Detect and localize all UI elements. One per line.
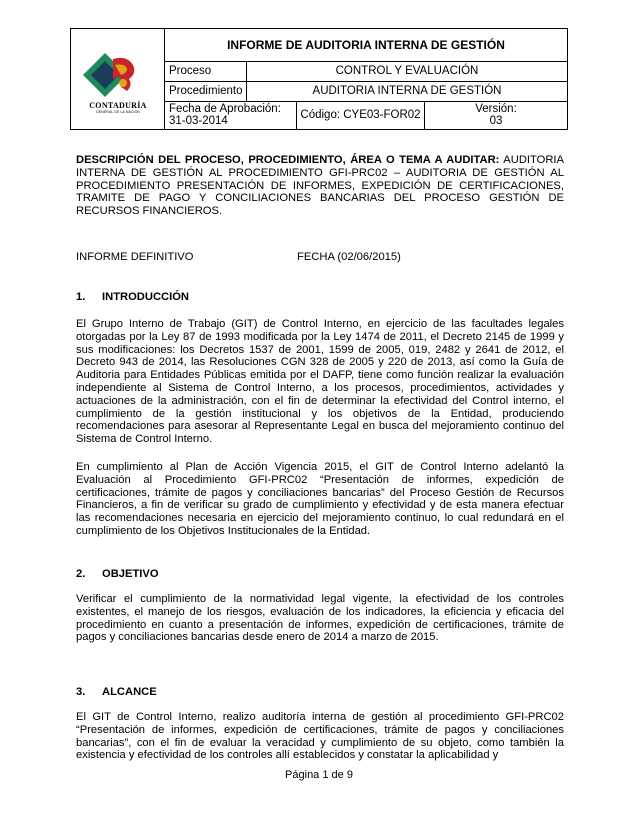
header-row-meta (165, 102, 567, 129)
section-number: 3. (76, 686, 86, 698)
section-heading-alcance (76, 686, 157, 698)
fecha-aprobacion-cell (165, 102, 297, 129)
version-value: 03 (489, 115, 503, 127)
procedimiento-value: AUDITORIA INTERNA DE GESTIÓN (312, 85, 502, 97)
section-heading-objetivo (76, 568, 159, 580)
section-title: INTRODUCCIÓN (102, 291, 190, 303)
proceso-value: CONTROL Y EVALUACIÓN (335, 65, 479, 77)
paragraph-introduccion-2: En cumplimiento al Plan de Acción Vigencia 2015, el GIT de Control Interno adelantó la Evaluación al Procedimiento GFI-PRC02 “Presentación de informes, expedición de certificaciones, trámite de pagos y conciliaciones bancarias” del Proceso Gestión de Recursos Financieros, a fin de verificar su grado de cumplimiento y efectividad y de esta manera efectuar las recomendaciones necesaria en ejercicio del mejoramiento continuo, lo cual redundará en el cumplimiento de los Objetivos Institucionales de la Entidad. (76, 461, 564, 537)
paragraph-alcance: El GIT de Control Interno, realizo auditoría interna de gestión al procedimiento GFI-PRC02 “Presentación de informes, expedición de certificaciones, trámite de pagos y conciliaciones bancarias”, con el fin de evaluar la veracidad y cumplimiento de su objeto, como también la existencia y efectividad de los controles allí establecidos y constatar la aplicabilidad y (76, 711, 564, 762)
section-title: OBJETIVO (102, 568, 159, 580)
description-label: DESCRIPCIÓN DEL PROCESO, PROCEDIMIENTO, ÁREA O TEMA A AUDITAR: (76, 154, 500, 166)
header-row-proceso (165, 62, 567, 82)
paragraph-objetivo: Verificar el cumplimiento de la normatividad legal vigente, la efectividad de los controles existentes, el manejo de los riesgos, evaluación de los indicadores, la eficiencia y eficacia del procedimiento en cuanto a presentación de informes, expedición de certificaciones, trámite de pagos y conciliaciones bancarias desde enero de 2014 a marzo de 2015. (76, 593, 564, 644)
proceso-label: Proceso (165, 62, 247, 81)
header-title: INFORME DE AUDITORIA INTERNA DE GESTIÓN (165, 29, 567, 62)
logo-cell (71, 29, 165, 129)
header-row-procedimiento (165, 82, 567, 102)
section-title: ALCANCE (102, 686, 157, 698)
paragraph-introduccion-1: El Grupo Interno de Trabajo (GIT) de Control Interno, en ejercicio de las facultades legales otorgadas por la Ley 87 de 1993 modificada por la Ley 1474 de 2011, el Decreto 2145 de 1999 y sus modificaciones: los Decretos 1537 de 2001, 1599 de 2005, 019, 2482 y 2641 de 2012, el Decreto 943 de 2014, las Resoluciones CGN 328 de 2005 y 220 de 2013, así como la Guía de Auditoria para Entidades Públicas emitida por el DAFP, tiene como función realizar la evaluación independiente al Sistema de Control Interno, a los procesos, procedimientos, actividades y actuaciones de la administración, con el fin de determinar la efectividad del Control interno, el cumplimiento de la gestión institucional y los objetivos de la Entidad, produciendo recomendaciones para asesorar al Representante Legal en busca del mejoramiento continuo del Sistema de Control Interno. (76, 318, 564, 446)
procedimiento-label: Procedimiento (165, 82, 247, 101)
fecha-aprobacion-value: 31-03-2014 (169, 115, 228, 127)
contaduria-logo-icon (83, 51, 153, 101)
logo-subtitle: GENERAL DE LA NACIÓN (95, 110, 141, 114)
informe-label: INFORME DEFINITIVO (76, 251, 194, 263)
description-text: AUDITORIA INTERNA DE GESTIÓN AL PROCEDIMIENTO GFI-PRC02 – AUDITORIA DE GESTIÓN AL PROCEDIMIENTO PRESENTACIÓN DE INFORMES, EXPEDICIÓN DE CERTIFICACIONES, TRAMITE DE PAGO Y CONCILIACIONES BANCARIAS DEL PROCESO GESTIÓN DE RECURSOS FINANCIEROS. (76, 154, 564, 218)
version-label: Versión: (475, 103, 517, 115)
logo-name: CONTADURÍA (89, 101, 147, 110)
version-cell (425, 102, 567, 129)
section-heading-introduccion (76, 291, 189, 303)
informe-fecha: FECHA (02/06/2015) (297, 251, 401, 263)
description-block (76, 154, 564, 218)
section-number: 1. (76, 291, 86, 303)
codigo-cell: Código: CYE03-FOR02 (297, 102, 425, 129)
document-header-table (70, 28, 568, 130)
page-number: Página 1 de 9 (285, 769, 353, 781)
fecha-aprobacion-label: Fecha de Aprobación: (169, 103, 281, 115)
section-number: 2. (76, 568, 86, 580)
